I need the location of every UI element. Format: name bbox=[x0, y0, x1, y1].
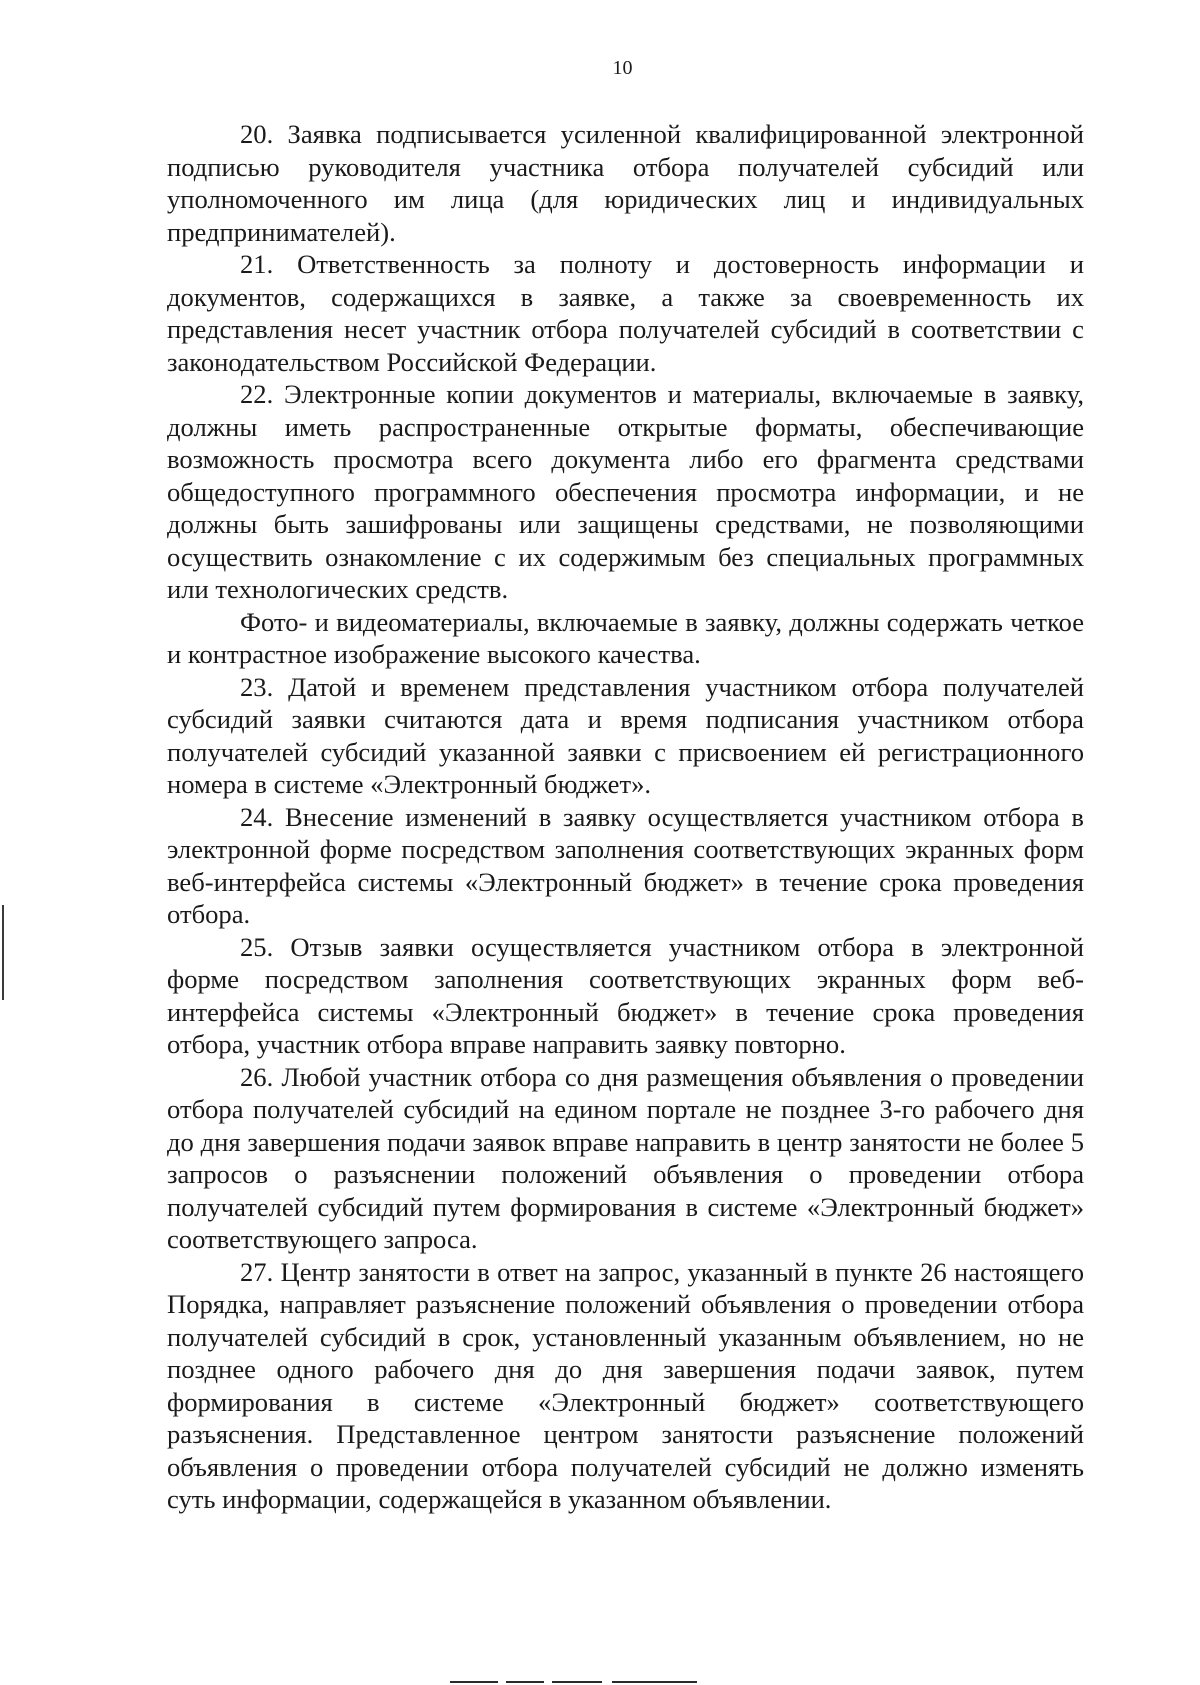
paragraph-25: 25. Отзыв заявки осуществляется участником отбора в электронной форме посредством заполнения соответствующих экранных форм веб-интерфейса системы «Электронный бюджет» в течение срока проведения отбора, участник отбора вправе направить заявку повторно. bbox=[167, 931, 1084, 1059]
scan-bottom-mark bbox=[552, 1681, 602, 1683]
paragraph-23: 23. Датой и временем представления участником отбора получателей субсидий заявки считаются дата и время подписания участником отбора получателей субсидий указанной заявки с присвоением ей регистрационного номера в системе «Электронный бюджет». bbox=[167, 671, 1084, 799]
paragraph-26: 26. Любой участник отбора со дня размещения объявления о проведении отбора получателей субсидий на едином портале не позднее 3-го рабочего дня до дня завершения подачи заявок вправе направить в центр занятости не более 5 запросов о разъяснении положений объявления о проведении отбора получателей субсидий путем формирования в системе «Электронный бюджет» соответствующего запроса. bbox=[167, 1061, 1084, 1254]
page-number: 10 bbox=[612, 57, 633, 79]
paragraph-22: 22. Электронные копии документов и материалы, включаемые в заявку, должны иметь распространенные открытые форматы, обеспечивающие возможность просмотра всего документа либо его фрагмента средствами общедоступного программного обеспечения просмотра информации, и не должны быть зашифрованы или защищены средствами, не позволяющими осуществить ознакомление с их содержимым без специальных программных или технологических средств. bbox=[167, 379, 1084, 604]
paragraph-27: 27. Центр занятости в ответ на запрос, указанный в пункте 26 настоящего Порядка, направляет разъяснение положений объявления о проведении отбора получателей субсидий в срок, установленный указанным объявлением, но не позднее одного рабочего дня до дня завершения подачи заявок, путем формирования в системе «Электронный бюджет» соответствующего разъяснения. Представленное центром занятости разъяснение положений объявления о проведении отбора получателей субсидий не должно изменять суть информации, содержащейся в указанном объявлении. bbox=[167, 1256, 1084, 1514]
scan-edge-mark bbox=[2, 905, 4, 1000]
scan-bottom-mark bbox=[506, 1681, 544, 1683]
paragraph-21: 21. Ответственность за полноту и достоверность информации и документов, содержащихся в заявке, а также за своевременность их представления несет участник отбора получателей субсидий в соответствии с законодательством Российской Федерации. bbox=[167, 249, 1084, 377]
paragraph-20: 20. Заявка подписывается усиленной квалифицированной электронной подписью руководителя участника отбора получателей субсидий или уполномоченного им лица (для юридических лиц и индивидуальных предпринимателей). bbox=[167, 119, 1084, 247]
paragraph-22-photo-video: Фото- и видеоматериалы, включаемые в заявку, должны содержать четкое и контрастное изображение высокого качества. bbox=[167, 606, 1084, 669]
document-body bbox=[167, 118, 1084, 1516]
paragraph-24: 24. Внесение изменений в заявку осуществляется участником отбора в электронной форме посредством заполнения соответствующих экранных форм веб-интерфейса системы «Электронный бюджет» в течение срока проведения отбора. bbox=[167, 801, 1084, 929]
scan-bottom-mark bbox=[450, 1681, 498, 1683]
scan-bottom-mark bbox=[612, 1681, 697, 1683]
